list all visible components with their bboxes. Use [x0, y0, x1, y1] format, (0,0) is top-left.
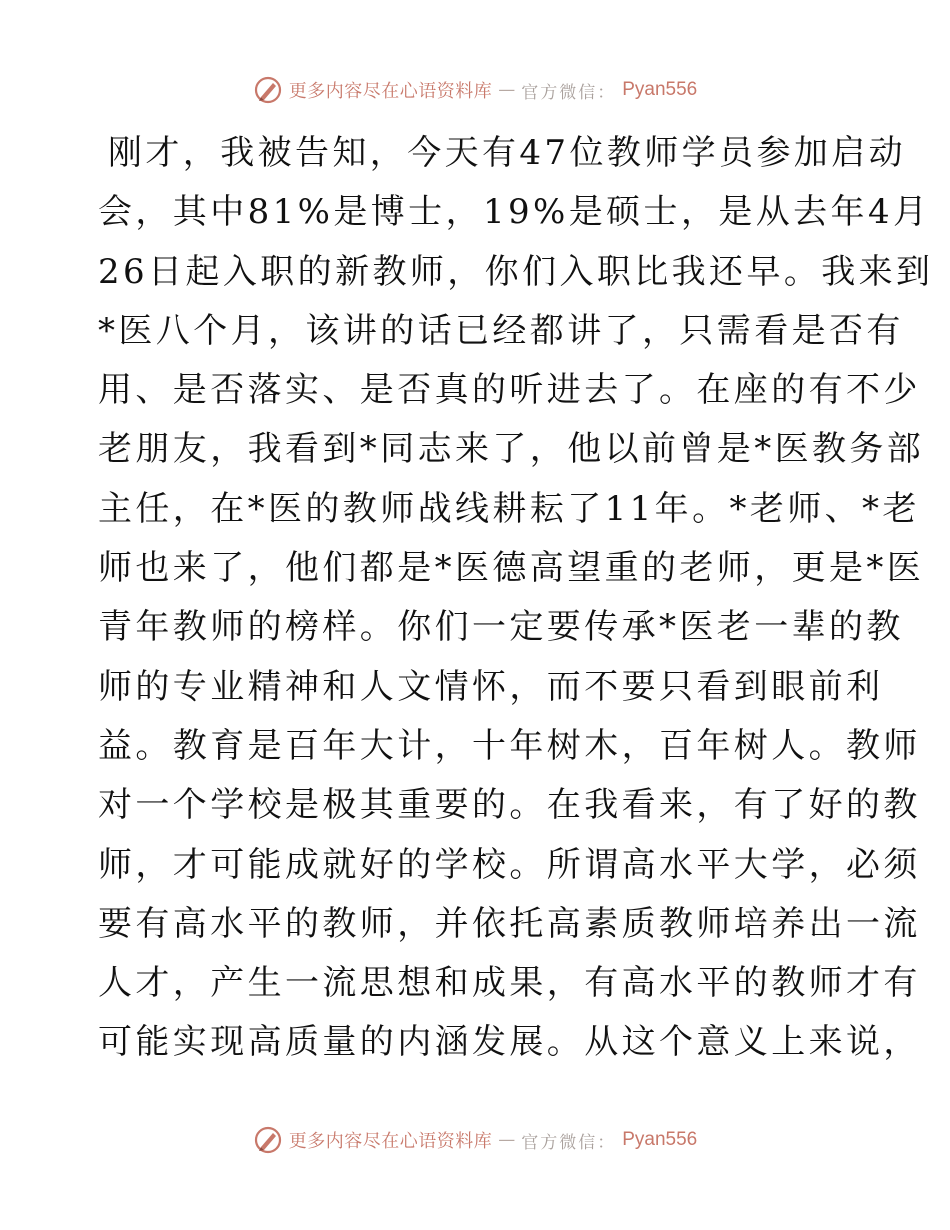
- page-header-banner: [0, 70, 950, 110]
- body-line-6: 老朋友，我看到*同志来了，他以前曾是*医教务部: [98, 429, 925, 470]
- body-line-12: 对一个学校是极其重要的。在我看来，有了好的教: [98, 785, 921, 826]
- body-line-5: 用、是否落实、是否真的听进去了。在座的有不少: [98, 370, 921, 411]
- page-footer-banner: [0, 1120, 950, 1160]
- footer-brand-text: 更多内容尽在心语资料库: [288, 1131, 493, 1152]
- header-wechat-id: Pyan556: [622, 79, 698, 100]
- body-line-7: 主任，在*医的教师战线耕耘了11年。*老师、*老: [98, 488, 920, 529]
- footer-separator: —: [498, 1130, 516, 1150]
- footer-wechat-label: 官方微信：: [521, 1132, 617, 1153]
- body-line-1: 刚才，我被告知，今天有47位教师学员参加启动: [108, 133, 907, 173]
- header-separator: —: [498, 80, 516, 100]
- body-line-11: 益。教育是百年大计，十年树木，百年树人。教师: [98, 725, 921, 766]
- header-wechat-label: 官方微信：: [521, 82, 617, 103]
- body-line-3: 26日起入职的新教师，你们入职比我还早。我来到: [98, 251, 934, 292]
- footer-wechat-id: Pyan556: [622, 1129, 698, 1150]
- footer-brand: [253, 1125, 698, 1155]
- pen-logo-icon: [253, 1125, 283, 1155]
- header-brand-text: 更多内容尽在心语资料库: [288, 81, 493, 102]
- header-brand: [253, 75, 698, 105]
- document-body: [98, 124, 934, 1073]
- body-line-15: 人才，产生一流思想和成果，有高水平的教师才有: [98, 963, 921, 1004]
- body-line-13: 师，才可能成就好的学校。所谓高水平大学，必须: [98, 844, 921, 885]
- body-line-14: 要有高水平的教师，并依托高素质教师培养出一流: [98, 903, 921, 944]
- body-line-10: 师的专业精神和人文情怀，而不要只看到眼前利: [98, 666, 884, 707]
- body-line-16: 可能实现高质量的内涵发展。从这个意义上来说，: [98, 1022, 921, 1063]
- body-line-4: *医八个月，该讲的话已经都讲了，只需看是否有: [98, 310, 904, 351]
- body-line-2: 会，其中81%是博士，19%是硕士，是从去年4月: [98, 192, 931, 233]
- pen-logo-icon: [253, 75, 283, 105]
- body-line-8: 师也来了，他们都是*医德高望重的老师，更是*医: [98, 548, 925, 589]
- body-line-9: 青年教师的榜样。你们一定要传承*医老一辈的教: [98, 607, 904, 648]
